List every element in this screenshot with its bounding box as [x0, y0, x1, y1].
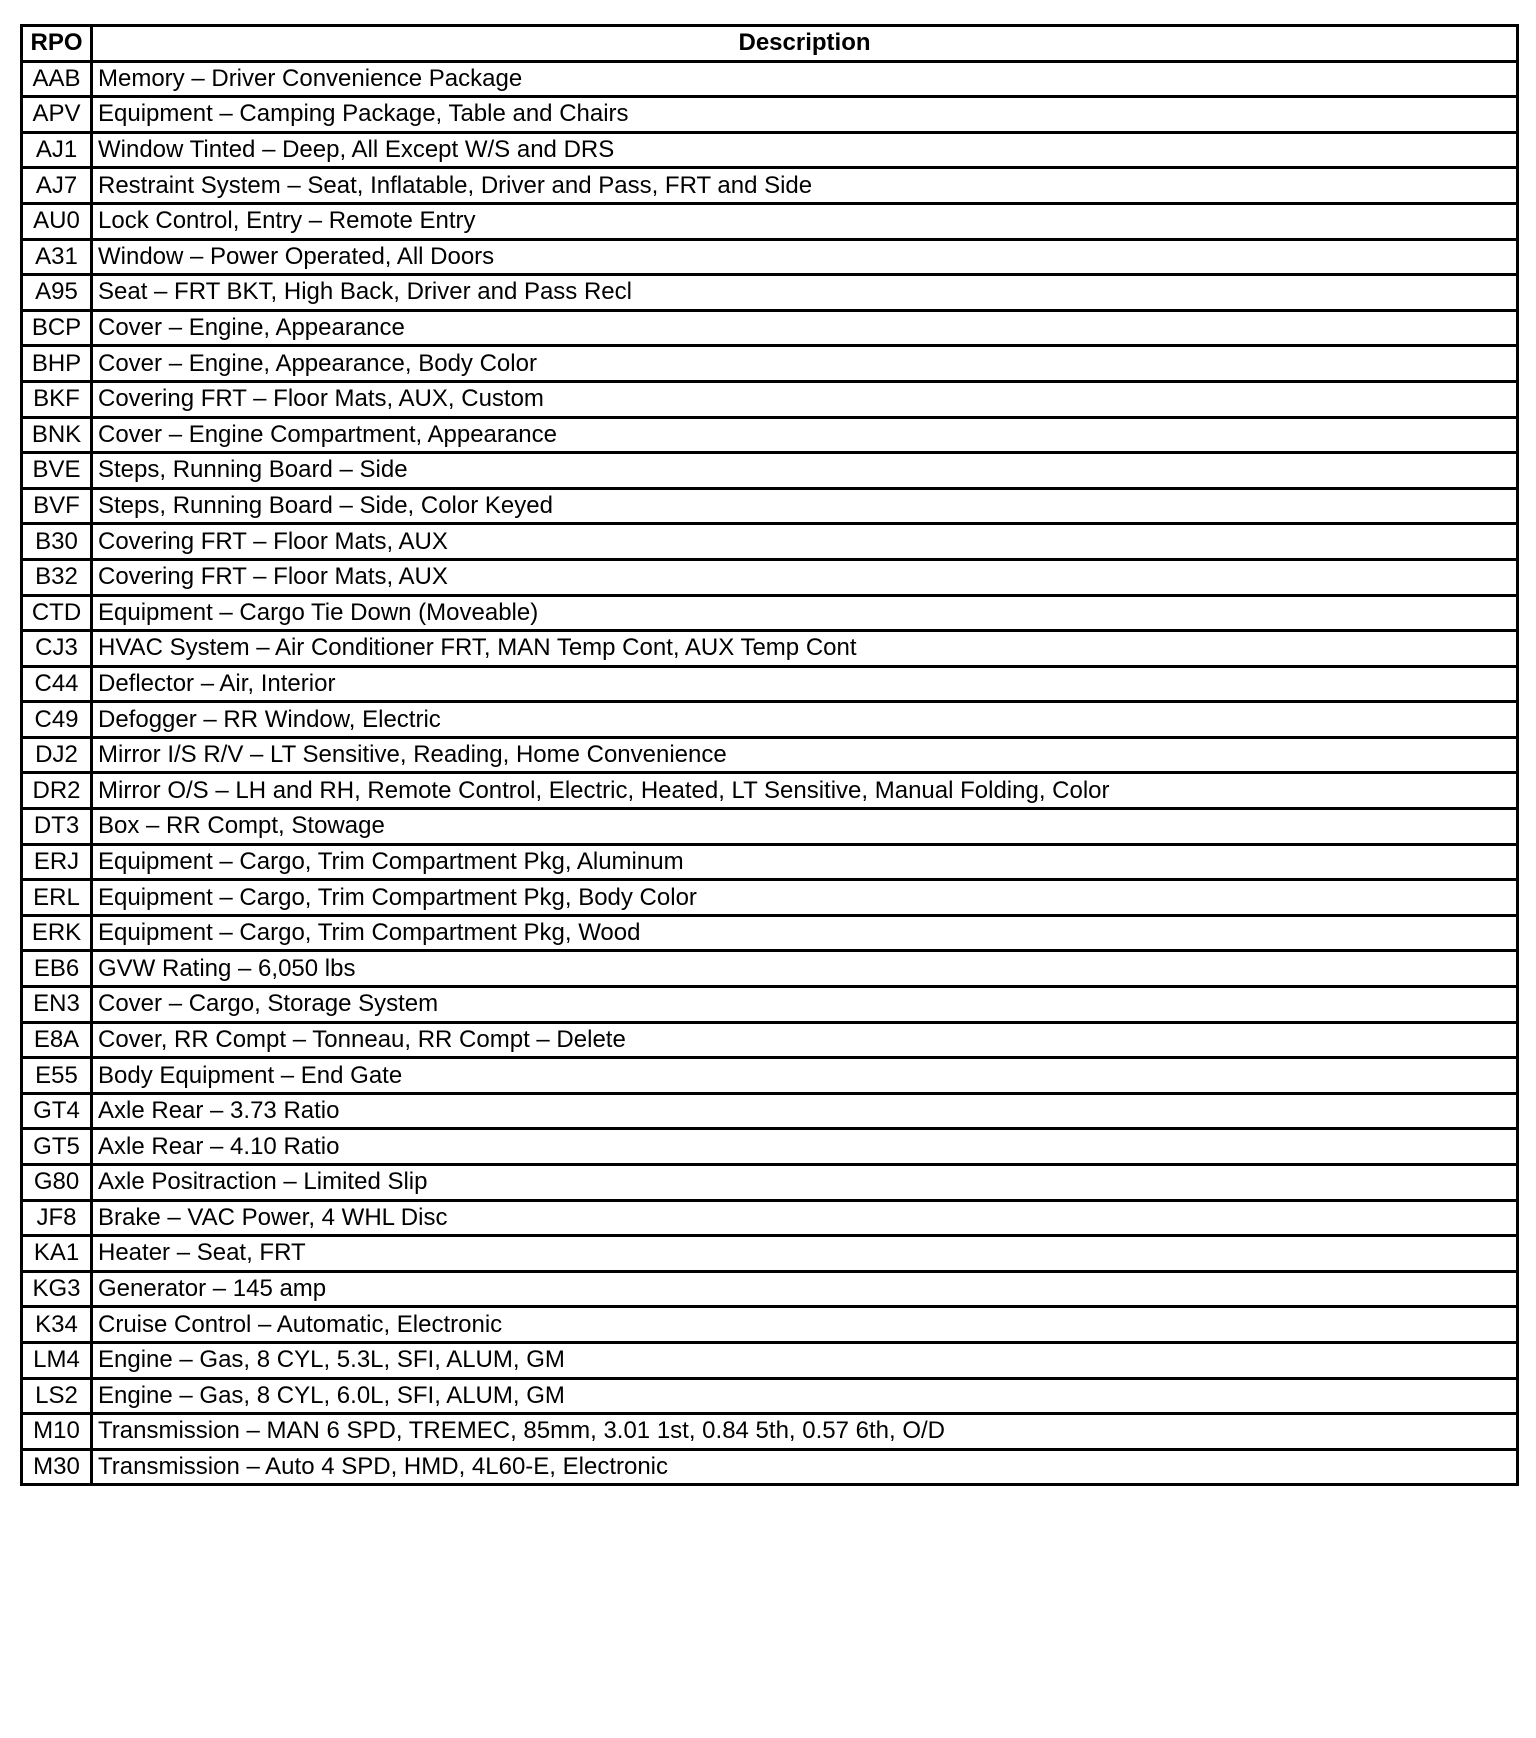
description-cell: Lock Control, Entry – Remote Entry [92, 203, 1518, 239]
table-row [22, 809, 1518, 845]
rpo-code-cell: BNK [22, 417, 92, 453]
rpo-code-cell: M10 [22, 1414, 92, 1450]
rpo-code-cell: EB6 [22, 951, 92, 987]
rpo-code-cell: BVE [22, 453, 92, 489]
description-cell: Equipment – Camping Package, Table and Chairs [92, 97, 1518, 133]
rpo-code-cell: EN3 [22, 987, 92, 1023]
rpo-code-cell: GT5 [22, 1129, 92, 1165]
table-row [22, 595, 1518, 631]
table-row [22, 1307, 1518, 1343]
table-row [22, 310, 1518, 346]
description-cell: Covering FRT – Floor Mats, AUX [92, 559, 1518, 595]
table-row [22, 488, 1518, 524]
rpo-code-cell: ERL [22, 880, 92, 916]
rpo-description-table [20, 24, 1519, 1486]
description-cell: Cover – Cargo, Storage System [92, 987, 1518, 1023]
header-row [22, 26, 1518, 62]
rpo-code-cell: KG3 [22, 1271, 92, 1307]
table-row [22, 239, 1518, 275]
table-row [22, 559, 1518, 595]
description-cell: Equipment – Cargo, Trim Compartment Pkg, Aluminum [92, 844, 1518, 880]
description-cell: Body Equipment – End Gate [92, 1058, 1518, 1094]
rpo-code-cell: DR2 [22, 773, 92, 809]
description-cell: Transmission – MAN 6 SPD, TREMEC, 85mm, 3.01 1st, 0.84 5th, 0.57 6th, O/D [92, 1414, 1518, 1450]
description-cell: Brake – VAC Power, 4 WHL Disc [92, 1200, 1518, 1236]
description-cell: Covering FRT – Floor Mats, AUX, Custom [92, 381, 1518, 417]
description-cell: Cover, RR Compt – Tonneau, RR Compt – Delete [92, 1022, 1518, 1058]
description-cell: Equipment – Cargo, Trim Compartment Pkg, Body Color [92, 880, 1518, 916]
table-row [22, 631, 1518, 667]
table-row [22, 346, 1518, 382]
table-row [22, 1200, 1518, 1236]
rpo-code-cell: GT4 [22, 1093, 92, 1129]
description-cell: Engine – Gas, 8 CYL, 6.0L, SFI, ALUM, GM [92, 1378, 1518, 1414]
description-cell: Deflector – Air, Interior [92, 666, 1518, 702]
table-row [22, 1093, 1518, 1129]
description-cell: GVW Rating – 6,050 lbs [92, 951, 1518, 987]
rpo-code-cell: C44 [22, 666, 92, 702]
rpo-code-cell: LS2 [22, 1378, 92, 1414]
rpo-code-cell: AAB [22, 61, 92, 97]
rpo-code-cell: A31 [22, 239, 92, 275]
rpo-code-cell: AU0 [22, 203, 92, 239]
rpo-code-cell: ERK [22, 915, 92, 951]
table-row [22, 453, 1518, 489]
table-row [22, 168, 1518, 204]
table-row [22, 737, 1518, 773]
rpo-code-cell: E55 [22, 1058, 92, 1094]
table-row [22, 61, 1518, 97]
table-row [22, 844, 1518, 880]
rpo-code-cell: DT3 [22, 809, 92, 845]
rpo-code-cell: B30 [22, 524, 92, 560]
rpo-code-cell: JF8 [22, 1200, 92, 1236]
rpo-code-cell: A95 [22, 275, 92, 311]
table-header [22, 26, 1518, 62]
description-cell: Box – RR Compt, Stowage [92, 809, 1518, 845]
rpo-code-cell: LM4 [22, 1342, 92, 1378]
description-cell: Mirror I/S R/V – LT Sensitive, Reading, Home Convenience [92, 737, 1518, 773]
table-row [22, 1449, 1518, 1485]
description-cell: Seat – FRT BKT, High Back, Driver and Pass Recl [92, 275, 1518, 311]
table-row [22, 1342, 1518, 1378]
rpo-code-cell: CTD [22, 595, 92, 631]
table-row [22, 702, 1518, 738]
table-row [22, 1129, 1518, 1165]
rpo-code-cell: DJ2 [22, 737, 92, 773]
header-rpo: RPO [22, 26, 92, 62]
description-cell: Transmission – Auto 4 SPD, HMD, 4L60-E, Electronic [92, 1449, 1518, 1485]
rpo-code-cell: M30 [22, 1449, 92, 1485]
rpo-code-cell: KA1 [22, 1236, 92, 1272]
table-row [22, 1058, 1518, 1094]
description-cell: Mirror O/S – LH and RH, Remote Control, Electric, Heated, LT Sensitive, Manual Folding, Color [92, 773, 1518, 809]
description-cell: Engine – Gas, 8 CYL, 5.3L, SFI, ALUM, GM [92, 1342, 1518, 1378]
rpo-code-cell: APV [22, 97, 92, 133]
description-cell: Restraint System – Seat, Inflatable, Driver and Pass, FRT and Side [92, 168, 1518, 204]
table-row [22, 666, 1518, 702]
rpo-code-cell: BHP [22, 346, 92, 382]
table-row [22, 97, 1518, 133]
table-row [22, 275, 1518, 311]
rpo-code-cell: G80 [22, 1165, 92, 1201]
table-row [22, 1271, 1518, 1307]
table-row [22, 1236, 1518, 1272]
rpo-code-cell: C49 [22, 702, 92, 738]
description-cell: Axle Rear – 3.73 Ratio [92, 1093, 1518, 1129]
description-cell: Cover – Engine Compartment, Appearance [92, 417, 1518, 453]
table-row [22, 1022, 1518, 1058]
description-cell: Generator – 145 amp [92, 1271, 1518, 1307]
description-cell: Axle Rear – 4.10 Ratio [92, 1129, 1518, 1165]
rpo-code-cell: ERJ [22, 844, 92, 880]
description-cell: Cover – Engine, Appearance [92, 310, 1518, 346]
description-cell: Steps, Running Board – Side, Color Keyed [92, 488, 1518, 524]
table-row [22, 1165, 1518, 1201]
table-row [22, 951, 1518, 987]
rpo-code-cell: BKF [22, 381, 92, 417]
description-cell: Window Tinted – Deep, All Except W/S and DRS [92, 132, 1518, 168]
rpo-code-cell: B32 [22, 559, 92, 595]
table-row [22, 880, 1518, 916]
table-row [22, 1414, 1518, 1450]
table-row [22, 381, 1518, 417]
description-cell: HVAC System – Air Conditioner FRT, MAN Temp Cont, AUX Temp Cont [92, 631, 1518, 667]
rpo-code-cell: CJ3 [22, 631, 92, 667]
description-cell: Axle Positraction – Limited Slip [92, 1165, 1518, 1201]
description-cell: Cruise Control – Automatic, Electronic [92, 1307, 1518, 1343]
table-row [22, 987, 1518, 1023]
description-cell: Memory – Driver Convenience Package [92, 61, 1518, 97]
rpo-code-cell: BVF [22, 488, 92, 524]
table-row [22, 1378, 1518, 1414]
table-row [22, 915, 1518, 951]
table-row [22, 773, 1518, 809]
description-cell: Cover – Engine, Appearance, Body Color [92, 346, 1518, 382]
rpo-code-cell: K34 [22, 1307, 92, 1343]
rpo-code-cell: BCP [22, 310, 92, 346]
table-row [22, 417, 1518, 453]
description-cell: Window – Power Operated, All Doors [92, 239, 1518, 275]
table-row [22, 203, 1518, 239]
table-row [22, 524, 1518, 560]
description-cell: Defogger – RR Window, Electric [92, 702, 1518, 738]
description-cell: Covering FRT – Floor Mats, AUX [92, 524, 1518, 560]
description-cell: Steps, Running Board – Side [92, 453, 1518, 489]
description-cell: Equipment – Cargo, Trim Compartment Pkg, Wood [92, 915, 1518, 951]
description-cell: Heater – Seat, FRT [92, 1236, 1518, 1272]
rpo-code-cell: AJ7 [22, 168, 92, 204]
header-description: Description [92, 26, 1518, 62]
rpo-code-cell: E8A [22, 1022, 92, 1058]
rpo-code-cell: AJ1 [22, 132, 92, 168]
table-body [22, 61, 1518, 1485]
table-row [22, 132, 1518, 168]
description-cell: Equipment – Cargo Tie Down (Moveable) [92, 595, 1518, 631]
